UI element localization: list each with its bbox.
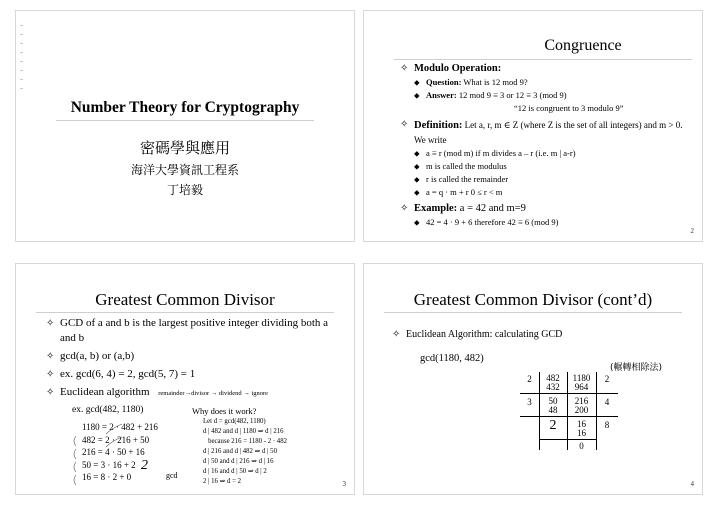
euclid-calc-bullet: ✧ Euclidean Algorithm: calculating GCD bbox=[392, 329, 563, 340]
quotient-right: 8 bbox=[604, 420, 610, 430]
table-cell: 432 bbox=[546, 382, 560, 392]
equation-line: 482 = 2 · 216 + 50 bbox=[82, 434, 150, 445]
gcd-label: gcd bbox=[166, 471, 178, 480]
slide1-title: Number Theory for Cryptography bbox=[70, 99, 300, 116]
page-number: 3 bbox=[342, 480, 346, 488]
table-cell: 48 bbox=[548, 405, 558, 415]
slide-3 bbox=[15, 263, 355, 495]
euclid-note: remainder→divisor → dividend → ignore bbox=[158, 390, 269, 397]
slide3-title: Greatest Common Divisor bbox=[95, 290, 275, 309]
gcd-result: 2 bbox=[549, 418, 557, 433]
equation-line: 1180 = 2 · 482 + 216 bbox=[82, 422, 158, 432]
gcd-mark: 2 bbox=[141, 458, 148, 473]
gcd-bullet-1: ✧ GCD of a and b is the largest positive integer dividing both a and b bbox=[46, 317, 329, 344]
quotient-right: 4 bbox=[604, 397, 610, 407]
def-item-1: ⬥ a ≡ r (mod m) if m divides a – r (i.e. m | a-r) bbox=[414, 148, 576, 158]
proof-line: 2 | 16 ⇒ d = 2 bbox=[203, 478, 242, 485]
gcd-bullet-3: ✧ ex. gcd(6, 4) = 2, gcd(5, 7) = 1 bbox=[46, 368, 196, 380]
slide-2 bbox=[363, 10, 703, 242]
definition: ✧ Definition: Let a, r, m ∈ Z (where Z is the set of all integers) and m > 0. We write bbox=[400, 119, 683, 145]
slide1-dept: 海洋大學資訊工程系 bbox=[130, 163, 239, 177]
quotient-right: 2 bbox=[604, 374, 610, 384]
answer-quote: “12 is congruent to 3 modulo 9” bbox=[514, 103, 624, 113]
page-number: 4 bbox=[690, 480, 694, 488]
slide1-author: 丁培毅 bbox=[166, 183, 203, 197]
slide-4 bbox=[363, 263, 703, 495]
proof-line: Let d = gcd(482, 1180) bbox=[203, 418, 266, 425]
gcd-call: gcd(1180, 482) bbox=[420, 353, 484, 364]
quotient-left: 2 bbox=[527, 374, 532, 384]
flow-arrows bbox=[72, 422, 152, 492]
table-cell: 216 bbox=[574, 396, 589, 406]
slide-1 bbox=[15, 10, 355, 242]
division-table bbox=[520, 372, 620, 472]
proof-line: d | 50 and d | 216 ⇒ d | 16 bbox=[203, 458, 274, 465]
slide2-title: Congruence bbox=[544, 37, 622, 54]
def-item-3: ⬥ r is called the remainder bbox=[414, 174, 509, 184]
table-cell: 482 bbox=[546, 373, 560, 383]
page-number: 2 bbox=[690, 227, 694, 235]
table-cell: 16 bbox=[577, 428, 586, 438]
gcd-bullet-2: ✧ gcd(a, b) or (a,b) bbox=[46, 350, 135, 362]
table-cell: 50 bbox=[548, 396, 558, 406]
proof-block bbox=[203, 417, 287, 487]
equation-line: 216 = 4 · 50 + 16 bbox=[82, 447, 145, 457]
table-cell: 0 bbox=[579, 441, 584, 451]
def-item-2: ⬥ m is called the modulus bbox=[414, 161, 507, 171]
table-cell: 200 bbox=[574, 405, 589, 415]
answer-item: ⬥ Answer: 12 mod 9 ≡ 3 or 12 ≡ 3 (mod 9) bbox=[414, 90, 567, 100]
table-cell: 16 bbox=[577, 419, 586, 429]
example: ✧ Example: a = 42 and m=9 bbox=[400, 203, 526, 214]
slide4-title: Greatest Common Divisor (cont’d) bbox=[413, 290, 653, 309]
def-item-4: ⬥ a = q · m + r 0 ≤ r < m bbox=[414, 187, 503, 197]
method-label: (輾轉相除法) bbox=[610, 363, 663, 373]
table-cell: 1180 bbox=[572, 373, 591, 383]
proof-line: d | 216 and d | 482 ⇒ d | 50 bbox=[203, 448, 277, 455]
table-cell: 964 bbox=[574, 382, 589, 392]
equation-line: 50 = 3 · 16 + 2 bbox=[82, 459, 136, 470]
proof-line: because 216 = 1180 - 2 · 482 bbox=[203, 438, 287, 445]
question-item: ⬥ Question: What is 12 mod 9? bbox=[414, 77, 528, 87]
slide1-course: 密碼學與應用 bbox=[139, 139, 230, 157]
example-label: ex. gcd(482, 1180) bbox=[72, 405, 144, 415]
why-label: Why does it work? bbox=[192, 406, 257, 416]
proof-line: d | 16 and d | 50 ⇒ d | 2 bbox=[203, 468, 267, 475]
quotient-left: 3 bbox=[527, 397, 532, 407]
decorative-dots bbox=[20, 25, 23, 95]
example-item: ⬥ 42 = 4 · 9 + 6 therefore 42 ≡ 6 (mod 9) bbox=[414, 217, 559, 227]
euclid-bullet: ✧ Euclidean algorithm remainder→divisor → dividend → ignore bbox=[46, 386, 269, 398]
proof-line: d | 482 and d | 1180 ⇒ d | 216 bbox=[203, 428, 284, 435]
modulo-heading: ✧ Modulo Operation: bbox=[400, 63, 502, 74]
equation-line: 16 = 8 · 2 + 0 bbox=[82, 472, 132, 482]
